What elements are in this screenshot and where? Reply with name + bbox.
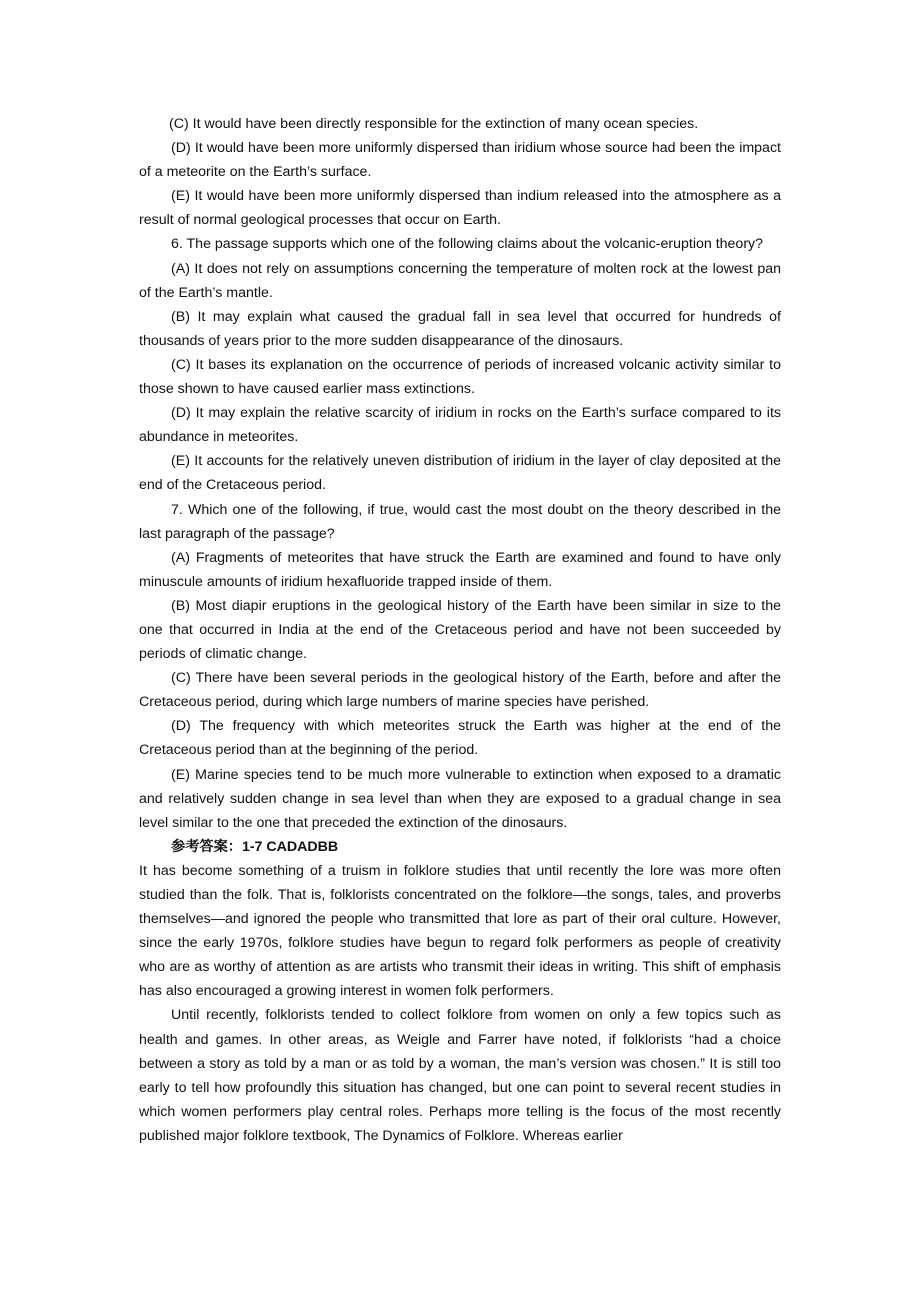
q5-option-d: (D) It would have been more uniformly dispersed than iridium whose source had been the impact of a meteorite on the Earth’s surface. xyxy=(139,140,781,181)
q6-stem: 6. The passage supports which one of the following claims about the volcanic-eruption theory? xyxy=(171,236,764,253)
q6-option-d: (D) It may explain the relative scarcity of iridium in rocks on the Earth’s surface compared to its abundance in meteorites. xyxy=(139,405,781,446)
q7-option-e: (E) Marine species tend to be much more vulnerable to extinction when exposed to a dramatic and relatively sudden change in sea level than when they are exposed to a gradual change in sea level similar to the one that preceded the extinction of the dinosaurs. xyxy=(139,766,781,831)
passage-paragraph-1: It has become something of a truism in folklore studies that until recently the lore was more often studied than the folk. That is, folklorists concentrated on the folklore—the songs, tales, and proverbs themselves—and ignored the people who transmitted that lore as part of their oral culture. However, since the early 1970s, folklore studies have begun to regard folk performers as people of creativity who are as worthy of attention as are artists who transmit their ideas in writing. This shift of emphasis has also encouraged a growing interest in women folk performers. xyxy=(139,862,781,1000)
q7-option-b: (B) Most diapir eruptions in the geological history of the Earth have been similar in size to the one that occurred in India at the end of the Cretaceous period and have not been succeeded by periods of climatic change. xyxy=(139,597,781,663)
q7-option-d: (D) The frequency with which meteorites struck the Earth was higher at the end of the Cretaceous period than at the beginning of the period. xyxy=(139,718,781,759)
document-page xyxy=(139,112,781,1148)
q6-option-e: (E) It accounts for the relatively uneven distribution of iridium in the layer of clay deposited at the end of the Cretaceous period. xyxy=(139,453,781,494)
q7-option-c: (C) There have been several periods in the geological history of the Earth, before and after the Cretaceous period, during which large numbers of marine species have perished. xyxy=(139,670,781,711)
answer-key: 参考答案：1-7 CADADBB xyxy=(171,838,339,855)
q5-option-e: (E) It would have been more uniformly dispersed than indium released into the atmosphere as a result of normal geological processes that occur on Earth. xyxy=(139,188,781,229)
q6-option-b: (B) It may explain what caused the gradual fall in sea level that occurred for hundreds of thousands of years prior to the more sudden disappearance of the dinosaurs. xyxy=(139,308,781,349)
q7-option-a: (A) Fragments of meteorites that have struck the Earth are examined and found to have only minuscule amounts of iridium hexafluoride trapped inside of them. xyxy=(139,549,781,590)
passage-paragraph-2: Until recently, folklorists tended to collect folklore from women on only a few topics such as health and games. In other areas, as Weigle and Farrer have noted, if folklorists “had a choice between a story as told by a man or as told by a woman, the man’s version was chosen.” It is still too early to tell how profoundly this situation has changed, but one can point to several recent studies in which women performers play central roles. Perhaps more telling is the focus of the most recently published major folklore textbook, The Dynamics of Folklore. Whereas earlier xyxy=(139,1007,781,1144)
q6-option-a: (A) It does not rely on assumptions concerning the temperature of molten rock at the lowest pan of the Earth’s mantle. xyxy=(139,260,781,301)
q7-stem: 7. Which one of the following, if true, would cast the most doubt on the theory described in the last paragraph of the passage? xyxy=(139,501,781,542)
q6-option-c: (C) It bases its explanation on the occurrence of periods of increased volcanic activity similar to those shown to have caused earlier mass extinctions. xyxy=(139,356,781,398)
q5-option-c: (C) It would have been directly responsible for the extinction of many ocean species. xyxy=(169,116,699,132)
